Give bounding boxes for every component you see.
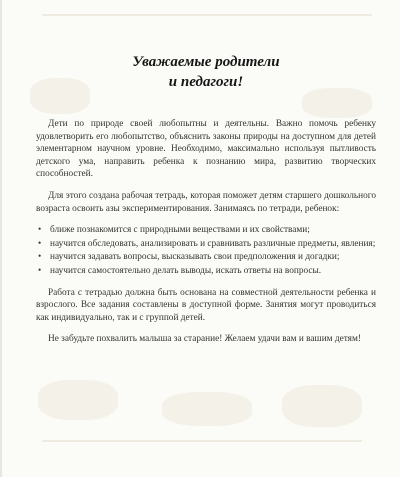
title-line-2: и педагоги! xyxy=(168,74,244,90)
skills-list xyxy=(36,224,376,277)
page-title xyxy=(36,52,376,92)
bullet-mark: • xyxy=(38,265,42,276)
list-item xyxy=(36,224,376,237)
bullet-mark: • xyxy=(38,252,42,263)
paragraph-intro: Дети по природе своей любопытны и деятельны. Важно помочь ребенку удовлетворить его любопытство, объяснить законы природы на доступном для детей элементарном научном уровне. Необходимо, максимально используя пытливость детского ума, направить ребенка к познанию мира, развитию творческих способностей. xyxy=(36,119,376,180)
bleed-through-shape xyxy=(282,385,362,427)
bleed-through-shape xyxy=(162,392,252,426)
bullet-mark: • xyxy=(38,238,42,249)
list-item xyxy=(36,238,376,251)
list-item-text: ближе познакомится с природными веществами и их свойствами; xyxy=(50,225,310,236)
bleed-through-shape xyxy=(38,380,118,420)
list-item-text: научится обследовать, анализировать и сравнивать различные предметы, явления; xyxy=(50,238,376,249)
bullet-mark: • xyxy=(38,225,42,236)
paragraph-work: Работа с тетрадью должна быть основана на совместной деятельности ребенка и взрослого. Все задания составлены в доступной форме. Занятия могут проводиться как индивидуально, так и с группой детей. xyxy=(36,287,376,323)
paragraph-purpose: Для этого создана рабочая тетрадь, которая поможет детям старшего дошкольного возраста освоить азы экспериментирования. Занимаясь по тетради, ребенок: xyxy=(36,190,376,214)
page-content xyxy=(36,52,376,355)
bleed-through-line xyxy=(42,440,362,442)
list-item xyxy=(36,251,376,264)
list-item xyxy=(36,265,376,278)
bleed-through-line xyxy=(42,14,372,16)
list-item-text: научится задавать вопросы, высказывать свои предположения и догадки; xyxy=(50,252,340,263)
list-item-text: научится самостоятельно делать выводы, искать ответы на вопросы. xyxy=(50,265,322,276)
title-line-1: Уважаемые родители xyxy=(132,54,280,70)
paragraph-closing: Не забудьте похвалить малыша за старание! Желаем удачи вам и вашим детям! xyxy=(48,334,361,345)
